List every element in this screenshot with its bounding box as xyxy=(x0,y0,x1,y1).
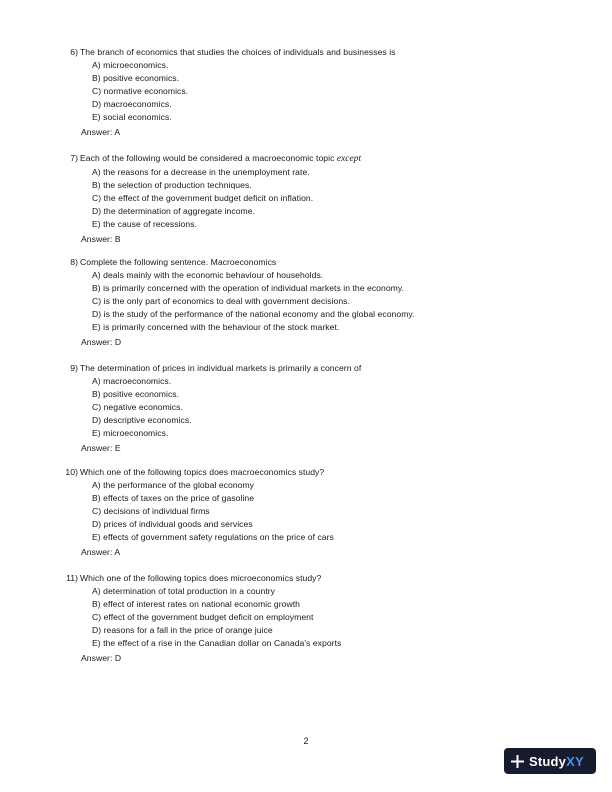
question-stem xyxy=(0,572,540,585)
question-8 xyxy=(0,256,540,349)
answer: Answer: D xyxy=(81,653,122,664)
question-text: The branch of economics that studies the choices of individuals and businesses is xyxy=(80,47,396,57)
question-text: Each of the following would be considered a macroeconomic topic xyxy=(80,153,337,163)
answer: Answer: D xyxy=(81,337,122,348)
option-c: C) normative economics. xyxy=(92,85,189,96)
option-c: C) is the only part of economics to deal with government decisions. xyxy=(92,295,350,306)
question-stem xyxy=(0,256,540,269)
answer: Answer: A xyxy=(81,127,121,138)
option-e: E) is primarily concerned with the behaviour of the stock market. xyxy=(92,321,340,332)
question-9 xyxy=(0,362,540,455)
question-emphasis: except xyxy=(336,154,362,164)
option-c: C) the effect of the government budget deficit on inflation. xyxy=(92,192,314,203)
question-number: 7) xyxy=(70,153,78,163)
option-c: C) negative economics. xyxy=(92,401,183,412)
option-e: E) the cause of recessions. xyxy=(92,218,198,229)
studyxy-watermark-badge[interactable] xyxy=(504,748,596,774)
question-number: 6) xyxy=(70,47,78,57)
option-c: C) effect of the government budget deficit on employment xyxy=(92,611,314,622)
plus-cross-icon xyxy=(511,755,524,768)
option-e: E) effects of government safety regulations on the price of cars xyxy=(92,531,334,542)
question-10 xyxy=(0,466,540,559)
option-a: A) microeconomics. xyxy=(92,59,169,70)
question-text: Complete the following sentence. Macroeconomics xyxy=(80,257,277,267)
question-number: 8) xyxy=(70,257,78,267)
question-6 xyxy=(0,46,540,139)
question-stem xyxy=(0,362,540,375)
option-d: D) prices of individual goods and services xyxy=(92,518,253,529)
option-a: A) deals mainly with the economic behaviour of households. xyxy=(92,269,324,280)
logo-text-main: Study xyxy=(529,753,567,769)
question-text: Which one of the following topics does macroeconomics study? xyxy=(80,467,325,477)
option-b: B) effect of interest rates on national economic growth xyxy=(92,598,300,609)
option-d: D) the determination of aggregate income. xyxy=(92,205,256,216)
option-d: D) is the study of the performance of the national economy and the global economy. xyxy=(92,308,415,319)
question-stem xyxy=(0,46,540,59)
option-c: C) decisions of individual firms xyxy=(92,505,210,516)
logo-text-accent: XY xyxy=(566,753,584,769)
page-number: 2 xyxy=(303,736,309,746)
question-11 xyxy=(0,572,540,665)
option-e: E) microeconomics. xyxy=(92,427,169,438)
option-a: A) the reasons for a decrease in the unemployment rate. xyxy=(92,166,310,177)
option-a: A) macroeconomics. xyxy=(92,375,172,386)
question-stem xyxy=(0,152,540,166)
question-7 xyxy=(0,152,540,246)
option-b: B) is primarily concerned with the operation of individual markets in the economy. xyxy=(92,282,405,293)
question-number: 10) xyxy=(65,467,78,477)
option-b: B) effects of taxes on the price of gasoline xyxy=(92,492,255,503)
option-b: B) the selection of production techniques. xyxy=(92,179,252,190)
option-a: A) the performance of the global economy xyxy=(92,479,255,490)
option-e: E) social economics. xyxy=(92,111,172,122)
option-d: D) reasons for a fall in the price of orange juice xyxy=(92,624,273,635)
question-number: 11) xyxy=(66,573,78,583)
question-number: 9) xyxy=(70,363,78,373)
question-stem xyxy=(0,466,540,479)
question-text: Which one of the following topics does microeconomics study? xyxy=(80,573,322,583)
option-a: A) determination of total production in a country xyxy=(92,585,276,596)
answer: Answer: E xyxy=(81,443,121,454)
option-b: B) positive economics. xyxy=(92,72,180,83)
answer: Answer: A xyxy=(81,547,121,558)
option-d: D) macroeconomics. xyxy=(92,98,172,109)
option-d: D) descriptive economics. xyxy=(92,414,192,425)
option-b: B) positive economics. xyxy=(92,388,180,399)
studyxy-logo-text xyxy=(529,754,584,769)
answer: Answer: B xyxy=(81,234,121,245)
question-text: The determination of prices in individual markets is primarily a concern of xyxy=(80,363,362,373)
option-e: E) the effect of a rise in the Canadian dollar on Canada's exports xyxy=(92,637,342,648)
